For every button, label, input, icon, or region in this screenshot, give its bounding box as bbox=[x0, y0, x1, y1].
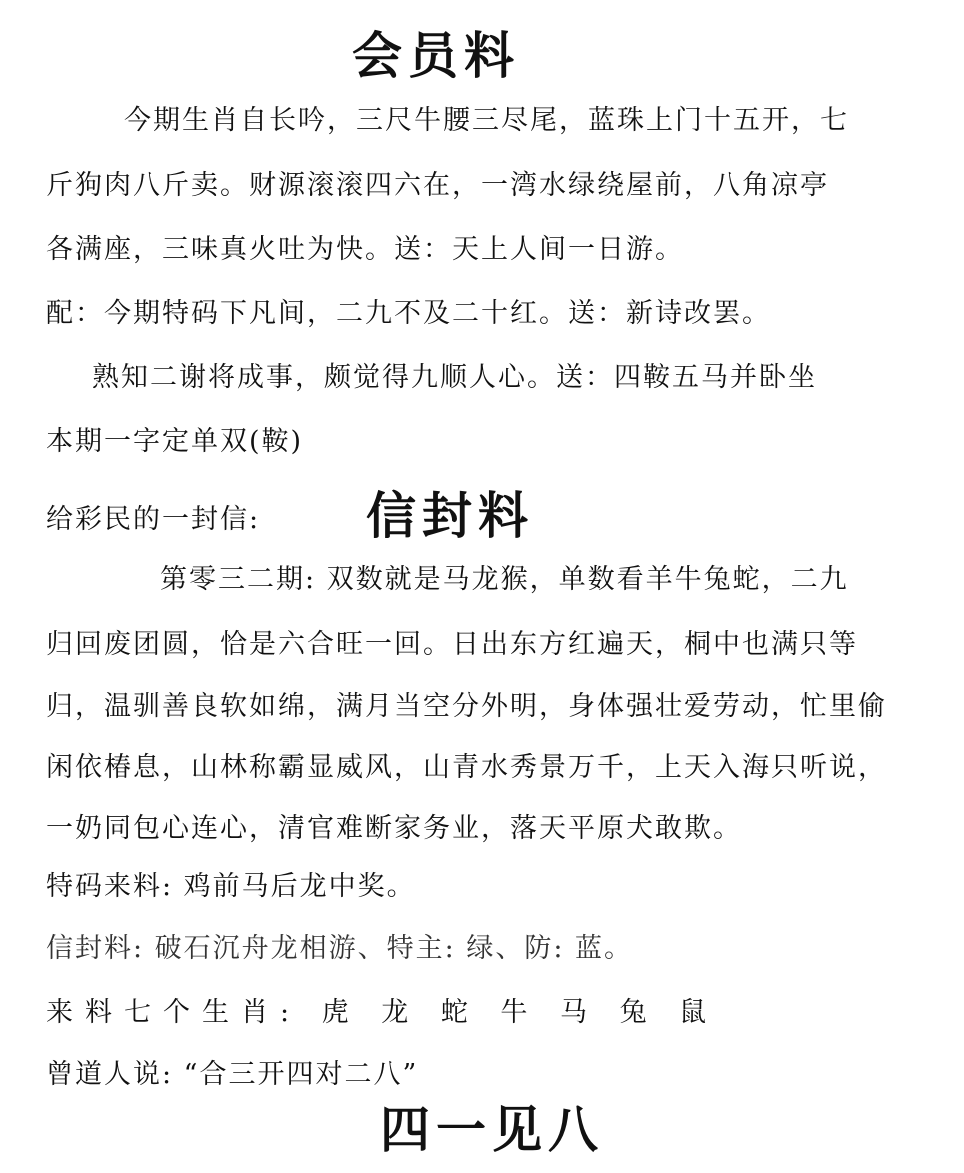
issue-line-4: 闲依椿息，山林称霸显威风，山青水秀景万千，上天入海只听说， bbox=[46, 752, 887, 783]
shu-line: 熟知二谢将成事，颇觉得九顺人心。送：四鞍五马并卧坐 bbox=[92, 362, 817, 393]
title-top: 会员料 bbox=[352, 26, 520, 85]
issue-line-5: 一奶同包心连心，清官难断家务业，落天平原犬敢欺。 bbox=[46, 813, 742, 844]
poem-line-2: 斤狗肉八斤卖。财源滚滚四六在，一湾水绿绕屋前，八角凉亭 bbox=[46, 170, 829, 201]
tema-line: 特码来料: 鸡前马后龙中奖。 bbox=[46, 871, 416, 902]
pei-line: 配：今期特码下凡间，二九不及二十红。送：新诗改罢。 bbox=[46, 298, 771, 329]
zengdao-line: 曾道人说: “合三开四对二八” bbox=[46, 1059, 419, 1090]
issue-line-1: 第零三二期: 双数就是马龙猴，单数看羊牛兔蛇，二九 bbox=[160, 564, 849, 595]
issue-line-2: 归回废团圆，恰是六合旺一回。日出东方红遍天，桐中也满只等 bbox=[46, 629, 858, 660]
poem-line-1: 今期生肖自长吟，三尺牛腰三尽尾，蓝珠上门十五开，七 bbox=[124, 105, 849, 136]
issue-line-3: 归，温驯善良软如绵，满月当空分外明，身体强壮爱劳动，忙里偷 bbox=[46, 691, 887, 722]
xinfeng-line: 信封料: 破石沉舟龙相游、特主: 绿、防: 蓝。 bbox=[46, 933, 634, 964]
laoliao-line: 来料七个生肖: 虎 龙 蛇 牛 马 兔 鼠 bbox=[46, 997, 719, 1028]
poem-line-3: 各满座，三味真火吐为快。送：天上人间一日游。 bbox=[46, 234, 684, 265]
title-bottom: 四一见八 bbox=[380, 1100, 604, 1159]
title-middle: 信封料 bbox=[366, 486, 534, 545]
letter-label: 给彩民的一封信: bbox=[46, 504, 261, 535]
benqi-line: 本期一字定单双(鞍) bbox=[46, 426, 304, 457]
